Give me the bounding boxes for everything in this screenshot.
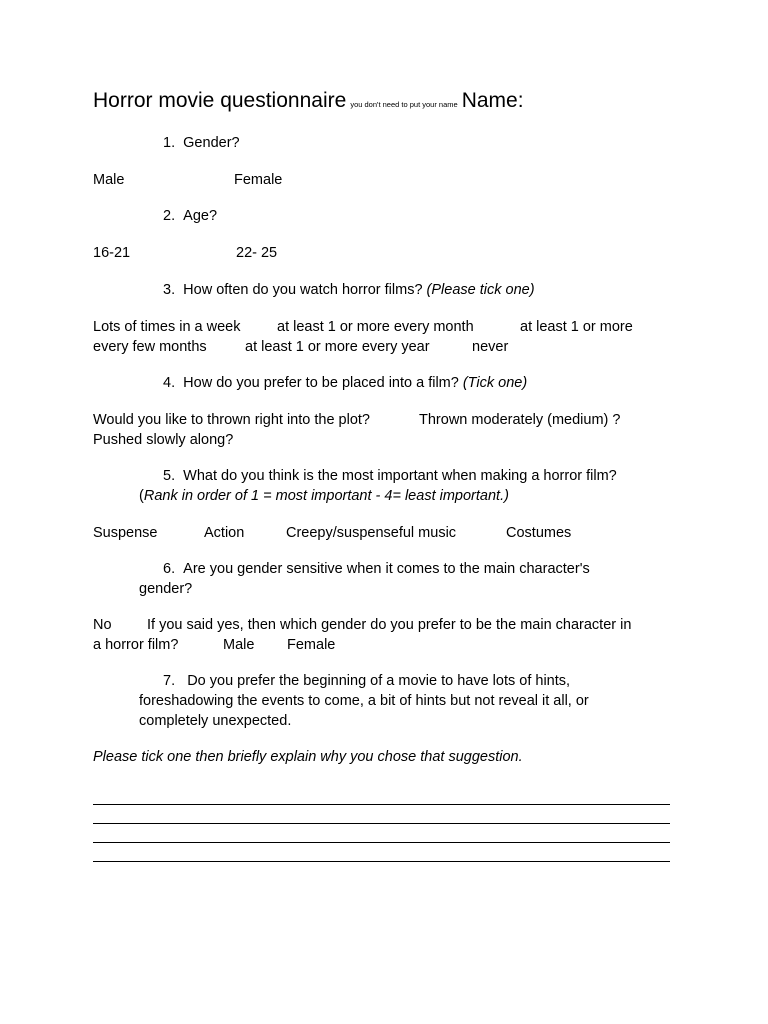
question-3 xyxy=(163,281,535,299)
question-hint: (Tick one) xyxy=(462,375,528,391)
question-text: What do you think is the most important when making a horror film? xyxy=(183,468,617,484)
question-6 xyxy=(163,560,590,578)
option-thrown-into-plot[interactable]: Would you like to thrown right into the plot? xyxy=(93,412,371,428)
question-number: 2. xyxy=(163,208,176,224)
question-7-line3: completely unexpected. xyxy=(139,713,292,729)
question-text: How often do you watch horror films? xyxy=(183,282,423,298)
option-few-months-part2[interactable]: every few months xyxy=(93,339,207,355)
answer-line-1[interactable] xyxy=(93,804,670,805)
question-hint: (Please tick one) xyxy=(426,282,535,298)
option-monthly[interactable]: at least 1 or more every month xyxy=(277,319,474,335)
option-male-lead[interactable]: Male xyxy=(223,637,255,653)
option-male[interactable]: Male xyxy=(93,172,125,188)
question-5 xyxy=(163,467,617,485)
option-age-22-25[interactable]: 22- 25 xyxy=(236,245,278,261)
title-line xyxy=(93,88,524,114)
question-text: Gender? xyxy=(183,135,240,151)
option-few-months-part1[interactable]: at least 1 or more xyxy=(520,319,633,335)
followup-text-continued: a horror film? xyxy=(93,637,179,653)
question-7 xyxy=(163,672,570,690)
option-female-lead[interactable]: Female xyxy=(287,637,336,653)
followup-text: If you said yes, then which gender do you prefer to be the main character in xyxy=(147,617,632,633)
answer-line-2[interactable] xyxy=(93,823,670,824)
option-thrown-moderately[interactable]: Thrown moderately (medium) ? xyxy=(419,412,621,428)
question-7-line2: foreshadowing the events to come, a bit of hints but not reveal it all, or xyxy=(139,693,589,709)
rank-action[interactable]: Action xyxy=(204,525,245,541)
answer-line-4[interactable] xyxy=(93,861,670,862)
question-number: 7. xyxy=(163,673,176,689)
rank-costumes[interactable]: Costumes xyxy=(506,525,572,541)
question-text: Are you gender sensitive when it comes to the main character's xyxy=(183,561,590,577)
question-number: 1. xyxy=(163,135,176,151)
question-4 xyxy=(163,374,527,392)
hint-paren: ( xyxy=(139,488,144,504)
question-1 xyxy=(163,134,240,152)
question-5-hint xyxy=(139,487,509,505)
question-hint: Rank in order of 1 = most important - 4= least important.) xyxy=(143,488,509,504)
question-number: 4. xyxy=(163,375,176,391)
option-pushed-slowly[interactable]: Pushed slowly along? xyxy=(93,432,234,448)
question-text: Age? xyxy=(183,208,218,224)
option-lots-per-week[interactable]: Lots of times in a week xyxy=(93,319,241,335)
question-text: Do you prefer the beginning of a movie to have lots of hints, xyxy=(187,673,571,689)
option-female[interactable]: Female xyxy=(234,172,283,188)
question-text: How do you prefer to be placed into a film? xyxy=(183,375,459,391)
question-6-continued: gender? xyxy=(139,581,193,597)
page-title: Horror movie questionnaire xyxy=(93,89,347,112)
rank-music[interactable]: Creepy/suspenseful music xyxy=(286,525,457,541)
option-no[interactable]: No xyxy=(93,617,112,633)
rank-suspense[interactable]: Suspense xyxy=(93,525,158,541)
question-number: 3. xyxy=(163,282,176,298)
question-number: 5. xyxy=(163,468,176,484)
option-age-16-21[interactable]: 16-21 xyxy=(93,245,131,261)
question-number: 6. xyxy=(163,561,176,577)
option-yearly[interactable]: at least 1 or more every year xyxy=(245,339,430,355)
option-never[interactable]: never xyxy=(472,339,509,355)
name-label: Name: xyxy=(461,89,524,112)
instruction-text: Please tick one then briefly explain why you chose that suggestion. xyxy=(93,749,523,765)
question-2 xyxy=(163,207,217,225)
anonymity-note: you don't need to put your name xyxy=(350,100,458,109)
answer-line-3[interactable] xyxy=(93,842,670,843)
